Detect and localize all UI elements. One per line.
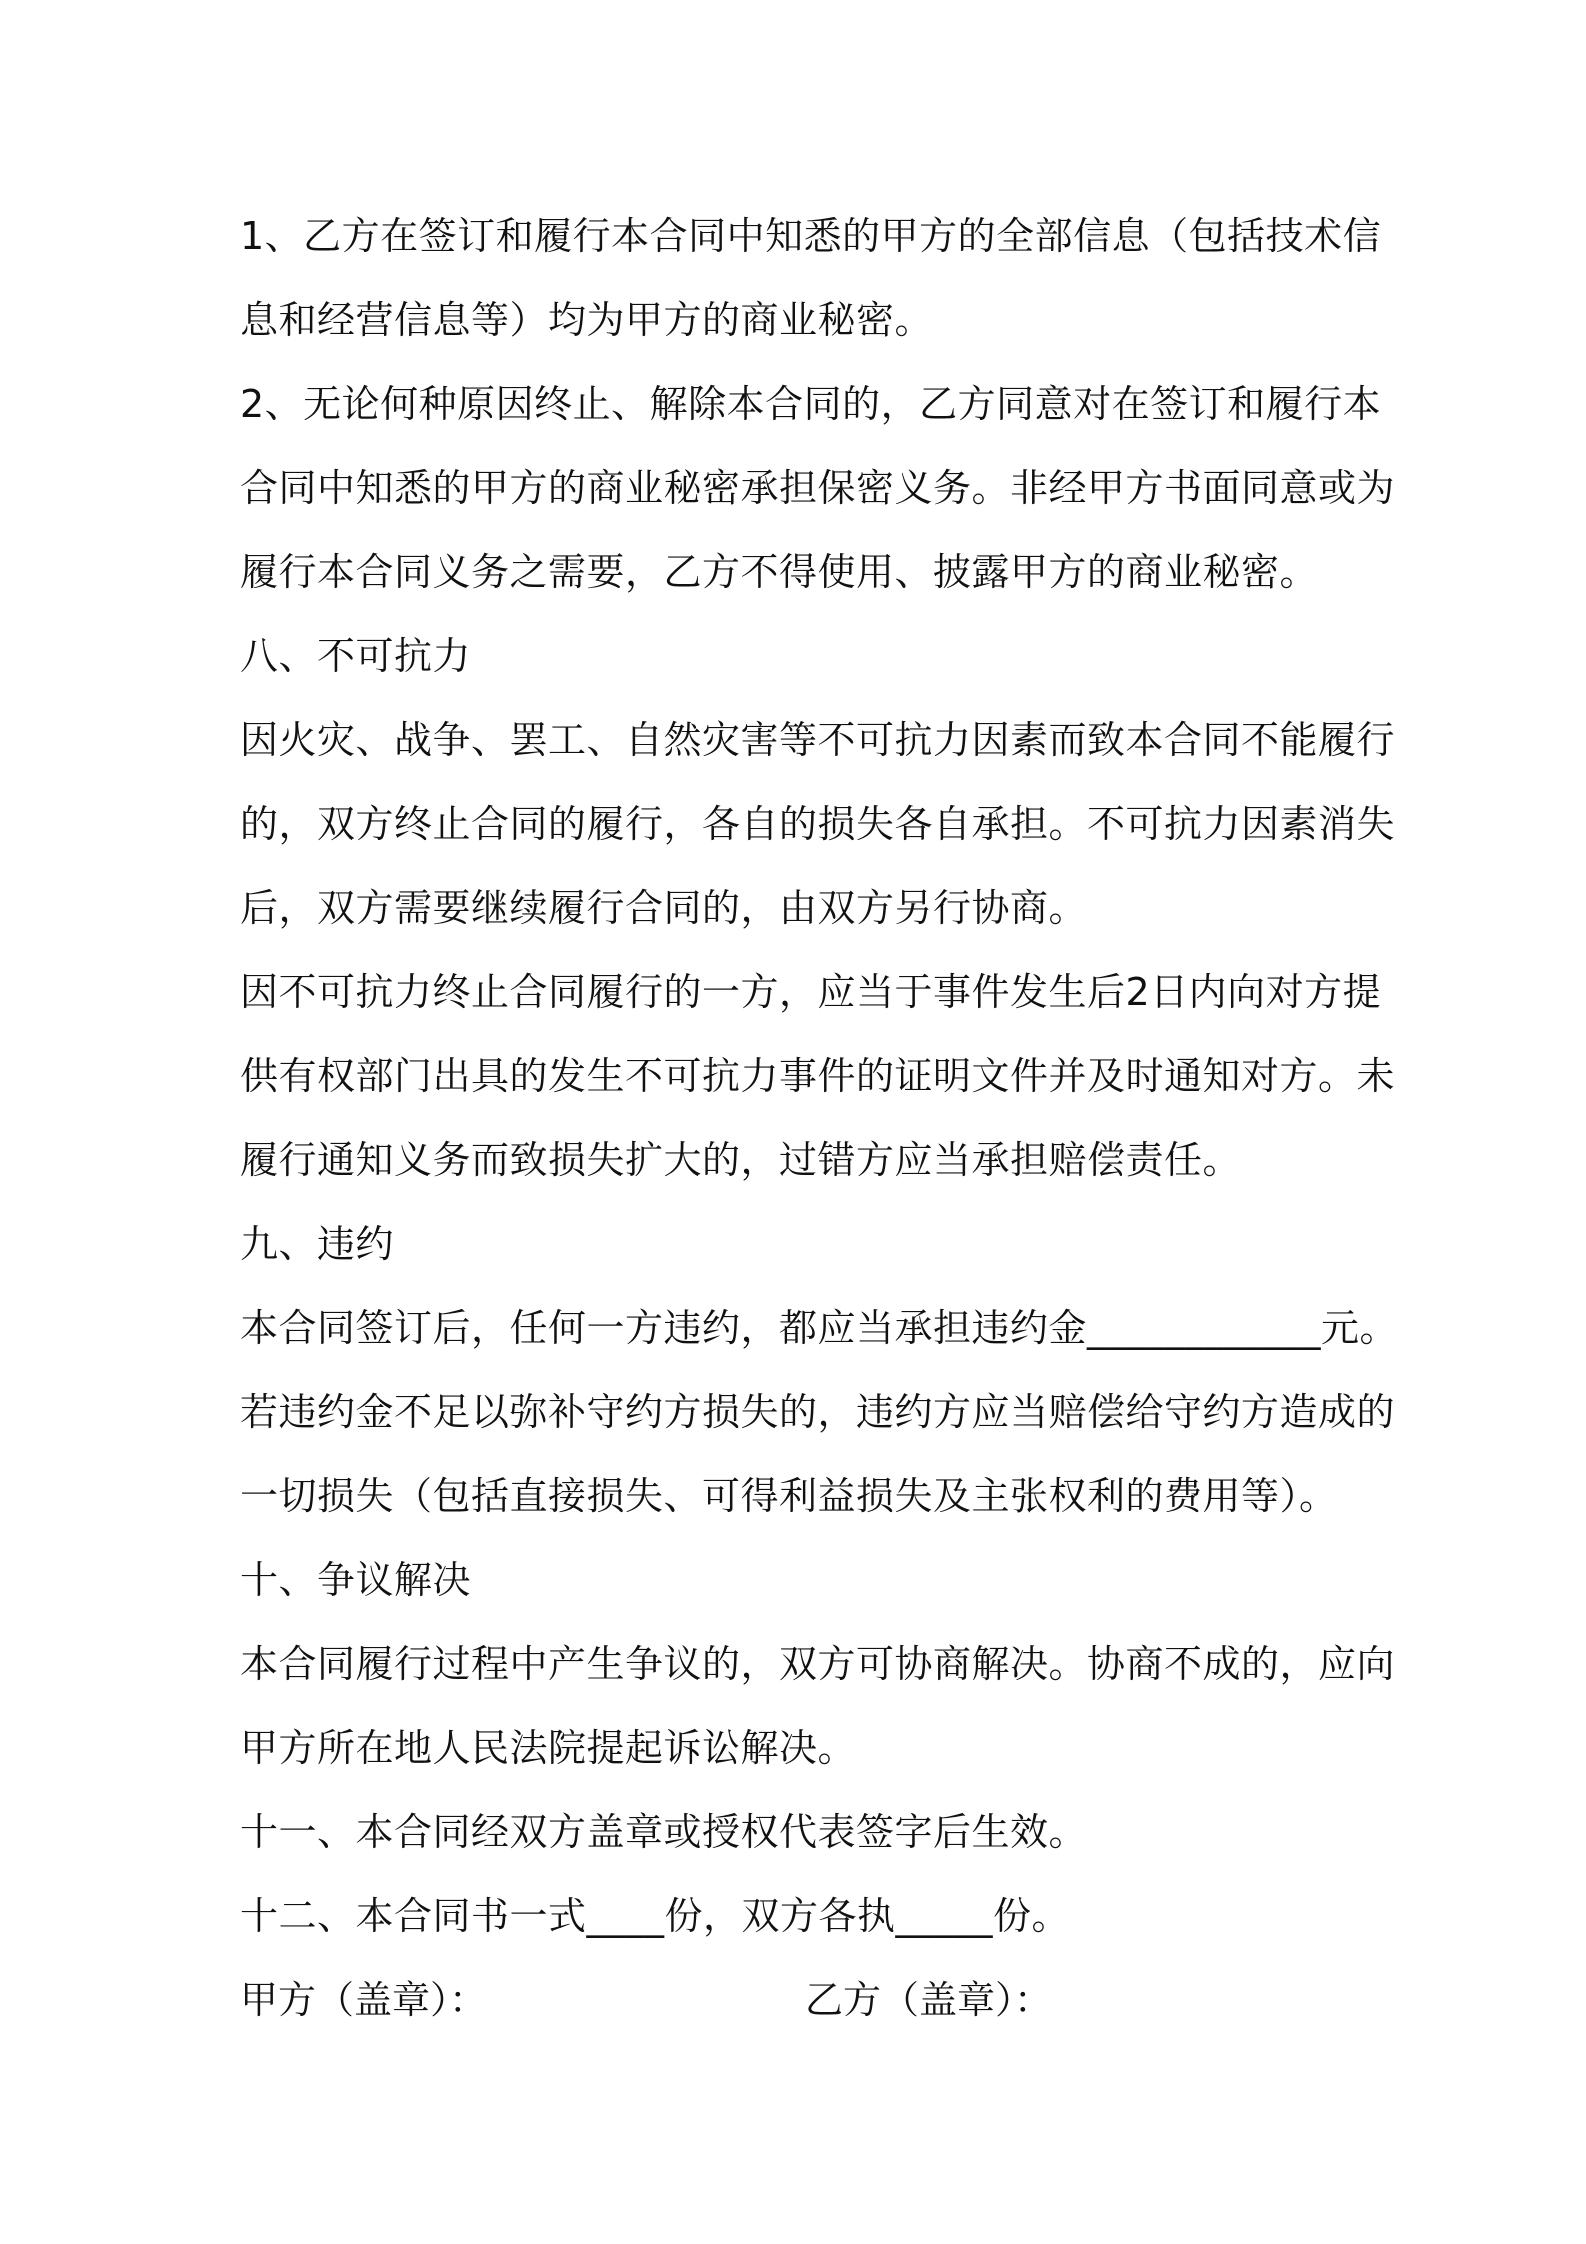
dispute-line-2: 甲方所在地人民法院提起诉讼解决。 <box>240 1726 857 1770</box>
party-b-seal-label: 乙方（盖章）： <box>805 1978 1053 2022</box>
signature-row <box>240 1958 1355 2042</box>
force-majeure-line-3: 后，双方需要继续履行合同的，由双方另行协商。 <box>240 886 1088 930</box>
force-majeure-line-2: 的，双方终止合同的履行，各自的损失各自承担。不可抗力因素消失 <box>240 802 1396 846</box>
clause-2-line-2: 合同中知悉的甲方的商业秘密承担保密义务。非经甲方书面同意或为 <box>240 466 1396 510</box>
contract-text <box>240 194 1399 2042</box>
clause-11: 十一、本合同经双方盖章或授权代表签字后生效。 <box>240 1810 1088 1854</box>
force-majeure-line-4: 因不可抗力终止合同履行的一方，应当于事件发生后2日内向对方提 <box>240 970 1382 1014</box>
section-heading-dispute: 十、争议解决 <box>240 1558 472 1602</box>
force-majeure-line-5: 供有权部门出具的发生不可抗力事件的证明文件并及时通知对方。未 <box>240 1054 1396 1098</box>
section-heading-force-majeure: 八、不可抗力 <box>240 634 472 678</box>
breach-line-3: 一切损失（包括直接损失、可得利益损失及主张权利的费用等）。 <box>240 1474 1338 1518</box>
breach-line-2: 若违约金不足以弥补守约方损失的，违约方应当赔偿给守约方造成的 <box>240 1390 1396 1434</box>
breach-line-1: 本合同签订后，任何一方违约，都应当承担违约金____________元。 <box>240 1306 1399 1350</box>
clause-2-line-3: 履行本合同义务之需要，乙方不得使用、披露甲方的商业秘密。 <box>240 550 1319 594</box>
party-a-seal-label: 甲方（盖章）： <box>240 1978 488 2022</box>
clause-12: 十二、本合同书一式____份，双方各执_____份。 <box>240 1894 1071 1938</box>
clause-1-line-2: 息和经营信息等）均为甲方的商业秘密。 <box>240 298 934 342</box>
clause-2-line-1: 2、无论何种原因终止、解除本合同的，乙方同意对在签订和履行本 <box>240 382 1382 426</box>
dispute-line-1: 本合同履行过程中产生争议的，双方可协商解决。协商不成的，应向 <box>240 1642 1396 1686</box>
section-heading-breach: 九、违约 <box>240 1222 395 1266</box>
force-majeure-line-1: 因火灾、战争、罢工、自然灾害等不可抗力因素而致本合同不能履行 <box>240 718 1396 762</box>
force-majeure-line-6: 履行通知义务而致损失扩大的，过错方应当承担赔偿责任。 <box>240 1138 1242 1182</box>
clause-1-line-1: 1、乙方在签订和履行本合同中知悉的甲方的全部信息（包括技术信 <box>240 214 1382 258</box>
